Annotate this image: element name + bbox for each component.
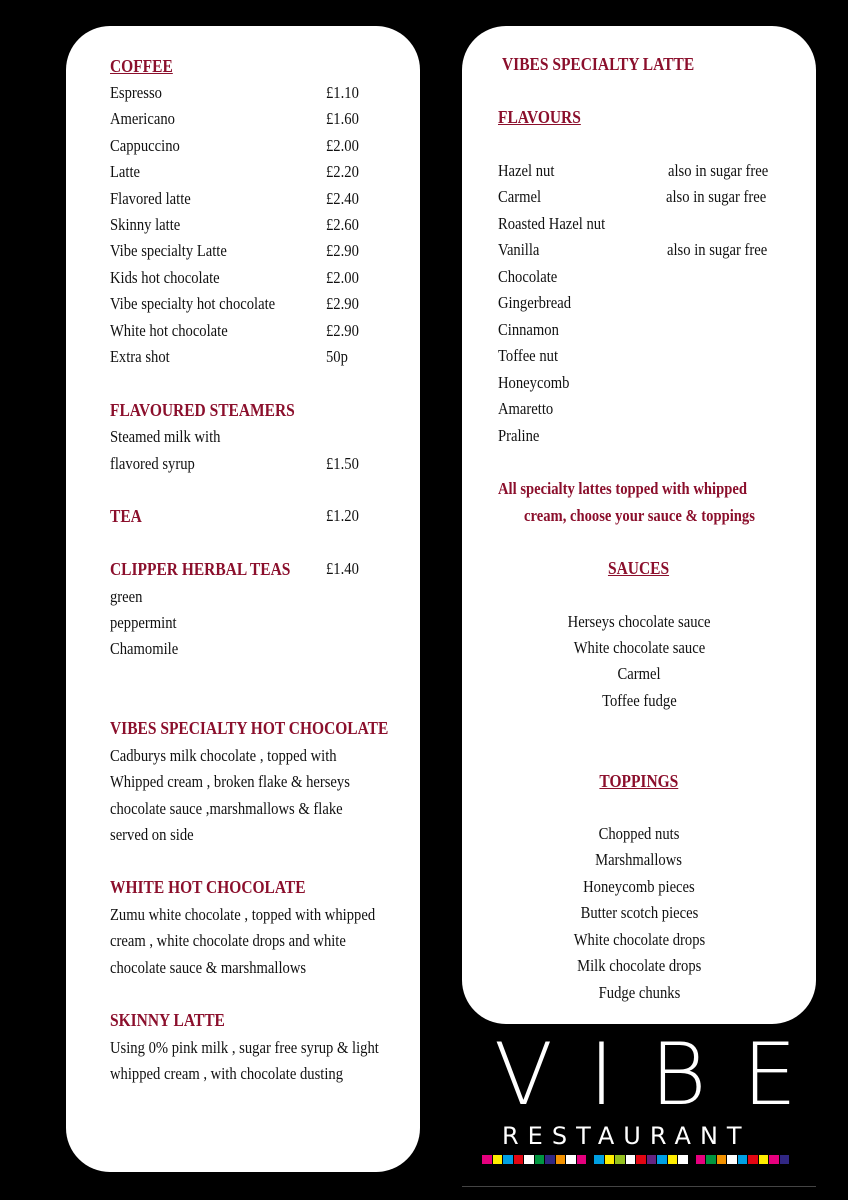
stripe-segment (717, 1155, 727, 1164)
stripe-segment (594, 1155, 604, 1164)
stripe-segment (748, 1155, 758, 1164)
coffee-item-price: £2.90 (326, 241, 359, 260)
coffee-item-price: £2.40 (326, 189, 359, 208)
flavour-note: also in sugar free (666, 187, 767, 206)
topping-item: White chocolate drops (573, 930, 705, 949)
tea-heading: TEA (110, 506, 142, 526)
coffee-heading: COFFEE (110, 56, 173, 76)
coffee-item-name: Vibe specialty hot chocolate (110, 294, 276, 313)
flavour-note: also in sugar free (668, 161, 769, 180)
coffee-item-name: Kids hot chocolate (110, 268, 220, 287)
white-hot-chocolate-text: chocolate sauce & marshmallows (110, 958, 307, 977)
coffee-item-name: Espresso (110, 83, 162, 102)
coffee-item-name: Cappuccino (110, 136, 180, 155)
steamers-heading: FLAVOURED STEAMERS (110, 400, 295, 420)
stripe-segment (615, 1155, 625, 1164)
steamers-description: Steamed milk with (110, 427, 221, 446)
stripe-segment (668, 1155, 678, 1164)
flavour-item: Hazel nut (498, 161, 555, 180)
specialty-hot-chocolate-text: chocolate sauce ,marshmallows & flake (110, 799, 343, 818)
coffee-item-price: £2.90 (326, 294, 359, 313)
stripe-segment (647, 1155, 657, 1164)
stripe-segment (535, 1155, 545, 1164)
stripe-segment (738, 1155, 748, 1164)
clipper-item: Chamomile (110, 639, 179, 658)
flavour-item: Roasted Hazel nut (498, 214, 606, 233)
clipper-item: green (110, 587, 143, 606)
stripe-segment (759, 1155, 769, 1164)
latte-note: All specialty lattes topped with whipped (498, 479, 747, 498)
specialty-hot-chocolate-text: served on side (110, 825, 194, 844)
vibe-logo-wordmark: VIBE (494, 1025, 833, 1125)
flavour-item: Toffee nut (498, 346, 559, 365)
flavour-item: Honeycomb (498, 373, 570, 392)
stripe-segment (566, 1155, 576, 1164)
specialty-latte-heading: VIBES SPECIALTY LATTE (502, 54, 695, 74)
toppings-heading: TOPPINGS (599, 771, 679, 791)
stripe-segment (657, 1155, 667, 1164)
clipper-price: £1.40 (326, 559, 359, 578)
flavour-item: Carmel (498, 187, 542, 206)
specialty-hot-chocolate-text: Cadburys milk chocolate , topped with (110, 746, 337, 765)
skinny-latte-text: whipped cream , with chocolate dusting (110, 1064, 344, 1083)
skinny-latte-text: Using 0% pink milk , sugar free syrup & light (110, 1038, 379, 1057)
white-hot-chocolate-text: Zumu white chocolate , topped with whipped (110, 905, 376, 924)
stripe-segment (605, 1155, 615, 1164)
stripe-segment (769, 1155, 779, 1164)
stripe-segment (482, 1155, 492, 1164)
coffee-item-price: £2.20 (326, 162, 359, 181)
coffee-item-price: £2.60 (326, 215, 359, 234)
sauces-heading: SAUCES (608, 558, 670, 578)
topping-item: Butter scotch pieces (580, 903, 698, 922)
stripe-segment (636, 1155, 646, 1164)
coffee-item-name: Extra shot (110, 347, 170, 366)
stripe-segment (493, 1155, 503, 1164)
white-hot-chocolate-heading: WHITE HOT CHOCOLATE (110, 877, 306, 897)
coffee-item-name: Flavored latte (110, 189, 191, 208)
steamers-description: flavored syrup (110, 454, 195, 473)
sauce-item: White chocolate sauce (573, 638, 705, 657)
right-menu-panel (462, 26, 816, 1024)
sauce-item: Toffee fudge (601, 691, 677, 710)
coffee-item-price: £1.60 (326, 109, 359, 128)
stripe-segment (545, 1155, 555, 1164)
coffee-item-name: Vibe specialty Latte (110, 241, 227, 260)
stripe-segment (696, 1155, 706, 1164)
stripe-segment (706, 1155, 716, 1164)
stripe-segment (556, 1155, 566, 1164)
topping-item: Milk chocolate drops (576, 956, 702, 975)
coffee-item-price: 50p (326, 347, 348, 366)
stripe-segment (780, 1155, 790, 1164)
clipper-heading: CLIPPER HERBAL TEAS (110, 559, 291, 579)
footer-divider (462, 1186, 816, 1187)
coffee-item-name: Americano (110, 109, 175, 128)
clipper-item: peppermint (110, 613, 177, 632)
flavours-heading: FLAVOURS (498, 107, 581, 127)
sauce-item: Herseys chocolate sauce (567, 612, 711, 631)
coffee-item-price: £2.00 (326, 136, 359, 155)
topping-item: Honeycomb pieces (583, 877, 695, 896)
stripe-segment (577, 1155, 587, 1164)
skinny-latte-heading: SKINNY LATTE (110, 1010, 225, 1030)
flavour-item: Cinnamon (498, 320, 559, 339)
coffee-item-name: Latte (110, 162, 141, 181)
vibe-logo-subtitle: RESTAURANT (502, 1122, 751, 1150)
tea-price: £1.20 (326, 506, 359, 525)
flavour-item: Praline (498, 426, 540, 445)
stripe-segment (727, 1155, 737, 1164)
coffee-item-price: £2.00 (326, 268, 359, 287)
flavour-item: Vanilla (498, 240, 540, 259)
sauce-item: Carmel (617, 664, 661, 683)
coffee-item-name: White hot chocolate (110, 321, 228, 340)
flavour-item: Gingerbread (498, 293, 572, 312)
specialty-hot-chocolate-heading: VIBES SPECIALTY HOT CHOCOLATE (110, 718, 389, 738)
coffee-item-name: Skinny latte (110, 215, 181, 234)
flavour-note: also in sugar free (667, 240, 768, 259)
steamers-price: £1.50 (326, 454, 359, 473)
latte-note: cream, choose your sauce & toppings (524, 506, 755, 525)
flavour-item: Chocolate (498, 267, 558, 286)
topping-item: Marshmallows (595, 850, 683, 869)
stripe-segment (524, 1155, 534, 1164)
stripe-segment (503, 1155, 513, 1164)
coffee-item-price: £1.10 (326, 83, 359, 102)
stripe-segment (678, 1155, 688, 1164)
topping-item: Chopped nuts (598, 824, 680, 843)
white-hot-chocolate-text: cream , white chocolate drops and white (110, 931, 346, 950)
flavour-item: Amaretto (498, 399, 554, 418)
specialty-hot-chocolate-text: Whipped cream , broken flake & herseys (110, 772, 350, 791)
stripe-segment (514, 1155, 524, 1164)
stripe-segment (626, 1155, 636, 1164)
left-menu-panel (66, 26, 420, 1172)
coffee-item-price: £2.90 (326, 321, 359, 340)
topping-item: Fudge chunks (598, 983, 680, 1002)
logo-color-stripe (482, 1155, 804, 1164)
